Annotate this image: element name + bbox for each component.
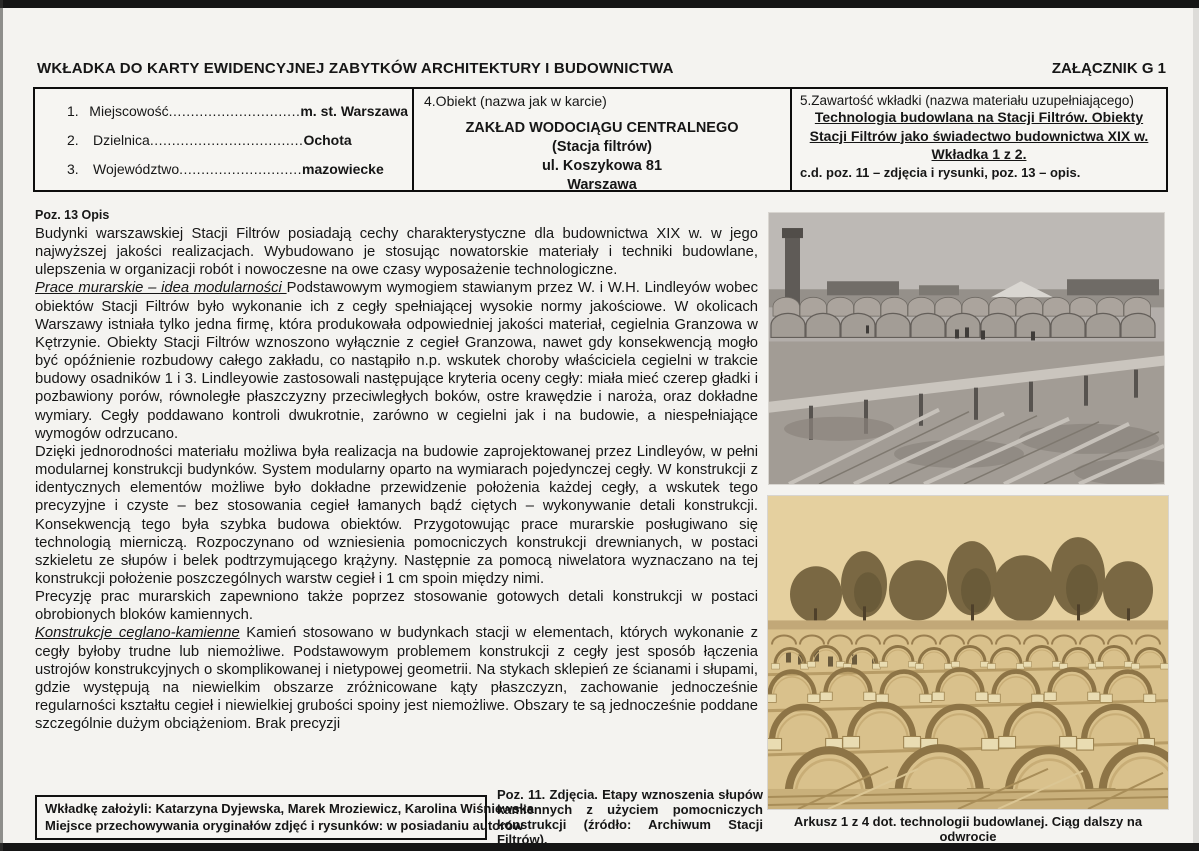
location-field-row bbox=[67, 103, 408, 132]
object-name-line: (Stacja filtrów) bbox=[552, 139, 652, 155]
contents-title-line: Wkładka 1 z 2. bbox=[931, 146, 1027, 162]
location-field-num: 2. bbox=[67, 132, 79, 148]
location-field-val: m. st. Warszawa bbox=[300, 103, 408, 119]
contents-cell bbox=[792, 89, 1166, 190]
photo-caption: Poz. 11. Zdjęcia. Etapy wznoszenia słupów kamiennych z użyciem pomocniczych konstrukcji (źródło: Archiwum Stacji Filtrów). bbox=[497, 787, 763, 847]
credits-line-authors: Wkładkę założyli: Katarzyna Dyjewska, Marek Mroziewicz, Karolina Wiśniewska bbox=[45, 801, 535, 816]
location-field-row bbox=[67, 132, 408, 161]
location-fields bbox=[35, 89, 412, 190]
location-field-num: 3. bbox=[67, 161, 79, 177]
identification-table bbox=[33, 87, 1168, 192]
location-field-lbl: Miejscowość bbox=[89, 103, 169, 119]
annex-label: ZAŁĄCZNIK G 1 bbox=[1051, 60, 1166, 77]
object-name-line: Warszawa bbox=[567, 177, 637, 193]
object-name-lines bbox=[424, 119, 780, 195]
photo-2-illustration bbox=[768, 496, 1168, 809]
photo-1-illustration bbox=[769, 213, 1164, 484]
location-field-dots: ................................... bbox=[149, 132, 304, 148]
location-field-lbl: Województwo bbox=[93, 161, 180, 177]
location-field-val: mazowiecke bbox=[302, 161, 384, 177]
contents-title-line: Technologia budowlana na Stacji Filtrów. Obiekty bbox=[814, 109, 1144, 125]
credits-line-storage: Miejsce przechowywania oryginałów zdjęć i rysunków: w posiadaniu autorów bbox=[45, 818, 524, 833]
location-field-num: 1. bbox=[67, 103, 79, 119]
sheet-note: Arkusz 1 z 4 dot. technologii budowlanej. Ciąg dalszy na odwrocie bbox=[793, 814, 1143, 844]
scan-edge-top bbox=[0, 0, 1199, 8]
credits-box bbox=[35, 795, 535, 840]
scan-edge-right bbox=[1193, 8, 1199, 843]
object-name-line: ul. Koszykowa 81 bbox=[541, 158, 663, 174]
scan-edge-left bbox=[0, 0, 3, 851]
paragraph-lead: Prace murarskie – idea modularności bbox=[35, 280, 287, 297]
object-cell bbox=[412, 89, 792, 193]
description-paragraph: Budynki warszawskiej Stacji Filtrów posiadają cechy charakterystyczne dla budownictwa XIX w. w jego najwyższej jakości realizacjach. Wybudowano je stosując nowatorskie materiały i techniki budowlane, ulepszenia w organizacji robót i nowoczesne na owe czasy wyposażenie technologiczne. bbox=[35, 226, 758, 279]
object-label: 4.Obiekt (nazwa jak w karcie) bbox=[424, 93, 607, 109]
contents-note: c.d. poz. 11 – zdjęcia i rysunki, poz. 13 – opis. bbox=[800, 164, 1081, 180]
location-field-row bbox=[67, 161, 408, 190]
page-title: WKŁADKA DO KARTY EWIDENCYJNEJ ZABYTKÓW ARCHITEKTURY I BUDOWNICTWA bbox=[37, 60, 674, 77]
description-paragraph: Precyzję prac murarskich zapewniono także poprzez stosowanie gotowych detali konstrukcji w postaci obrobionych bloków kamiennych. bbox=[35, 589, 758, 624]
description-heading: Poz. 13 Opis bbox=[35, 208, 110, 222]
contents-title-lines bbox=[800, 108, 1158, 164]
location-field-dots: ............................ bbox=[179, 161, 303, 177]
description-section bbox=[35, 208, 758, 790]
description-paragraph: Dzięki jednorodności materiału możliwa była realizacja na budowie zaprojektowanej przez Lindleyów, w pełni modularnej konstrukcji budynków. System modularny oparto na wymiarach pojedynczej cegły. W konstrukcji z identycznych elementów możliwe było dokładne przewidzenie położenia każdej cegły, a wskutek tego precyzyjne i czyste – bez stosowania cegieł łamanych bądź ciętych – wykonywanie detali konstrukcji. Konsekwencją tego była szybka budowa obiektów. Przygotowując prace murarskie posługiwano się technologią mierniczą. Rozpoczynano od wzniesienia pomocniczych konstrukcji drewnianych, w postaci szkieletu ze słupów i belek podtrzymującego krążyny. Następnie za pomocą niwelatora wyznaczano na tej konstrukcji położenie poszczególnych warstw cegieł i 1 cm spoin między nimi. bbox=[35, 443, 758, 587]
historic-photo-vault-construction bbox=[768, 212, 1165, 485]
location-field-lbl: Dzielnica bbox=[93, 132, 150, 148]
contents-title-line: Stacji Filtrów jako świadectwo budownictwa XIX w. bbox=[809, 127, 1149, 144]
paragraph-lead: Konstrukcje ceglano-kamienne bbox=[35, 625, 240, 642]
location-field-val: Ochota bbox=[303, 132, 352, 148]
contents-label: 5.Zawartość wkładki (nazwa materiału uzupełniającego) bbox=[800, 93, 1134, 108]
location-field-dots: .............................. bbox=[168, 103, 301, 119]
description-paragraph: Konstrukcje ceglano-kamienne Kamień stosowano w budynkach stacji w elementach, których wykonanie z cegły byłoby trudne lub niemożliwe. Podstawowym problemem konstrukcji z cegły jest sposób łączenia ustrojów konstrukcyjnych o skomplikowanej i nietypowej geometrii. Na stykach sklepień ze ścianami i słupami, gdzie występują na niewielkim obszarze zróżnicowane kąty płaszczyzn, zachowanie jednocześnie regularności kształtu cegieł i niewielkiej grubości spoiny jest niemożliwe. Obszary te są jednocześnie poddane szczególnie dużym obciążeniom. Brak precyzji bbox=[35, 625, 758, 733]
historic-photo-arch-centering bbox=[767, 495, 1169, 810]
description-paragraphs bbox=[35, 225, 758, 733]
description-paragraph: Prace murarskie – idea modularności Podstawowym wymogiem stawianym przez W. i W.H. Lindleyów wobec obiektów Stacji Filtrów było wykonanie ich z cegły spełniającej wysokie normy jakościowe. W okolicach Warszawy istniała tylko jedna firmę, która produkowała odpowiedniej jakości materiał, cegielnia Granzowa w Kętrzynie. Obiekty Stacji Filtrów wznoszono wyłącznie z cegieł Granzowa, nawet gdy konsekwencją mogło być opóźnienie rozbudowy całego zakładu, co nastąpiło n.p. wskutek choroby właściciela cegielni w trakcie budowy osadników 1 i 3. Lindleyowie zastosowali następujące kryteria oceny cegły: miała mieć czerep gładki i pozbawiony porów, równoległe płaszczyzny przeciwległych boków, ostre krawędzie i naroża, oraz dokładne wymiary. Cegły poddawano kontroli dwukrotnie, zarówno w cegielni jak i na budowie, a niespełniające wymogów odrzucano. bbox=[35, 280, 758, 442]
object-name-line: ZAKŁAD WODOCIĄGU CENTRALNEGO bbox=[465, 120, 739, 136]
